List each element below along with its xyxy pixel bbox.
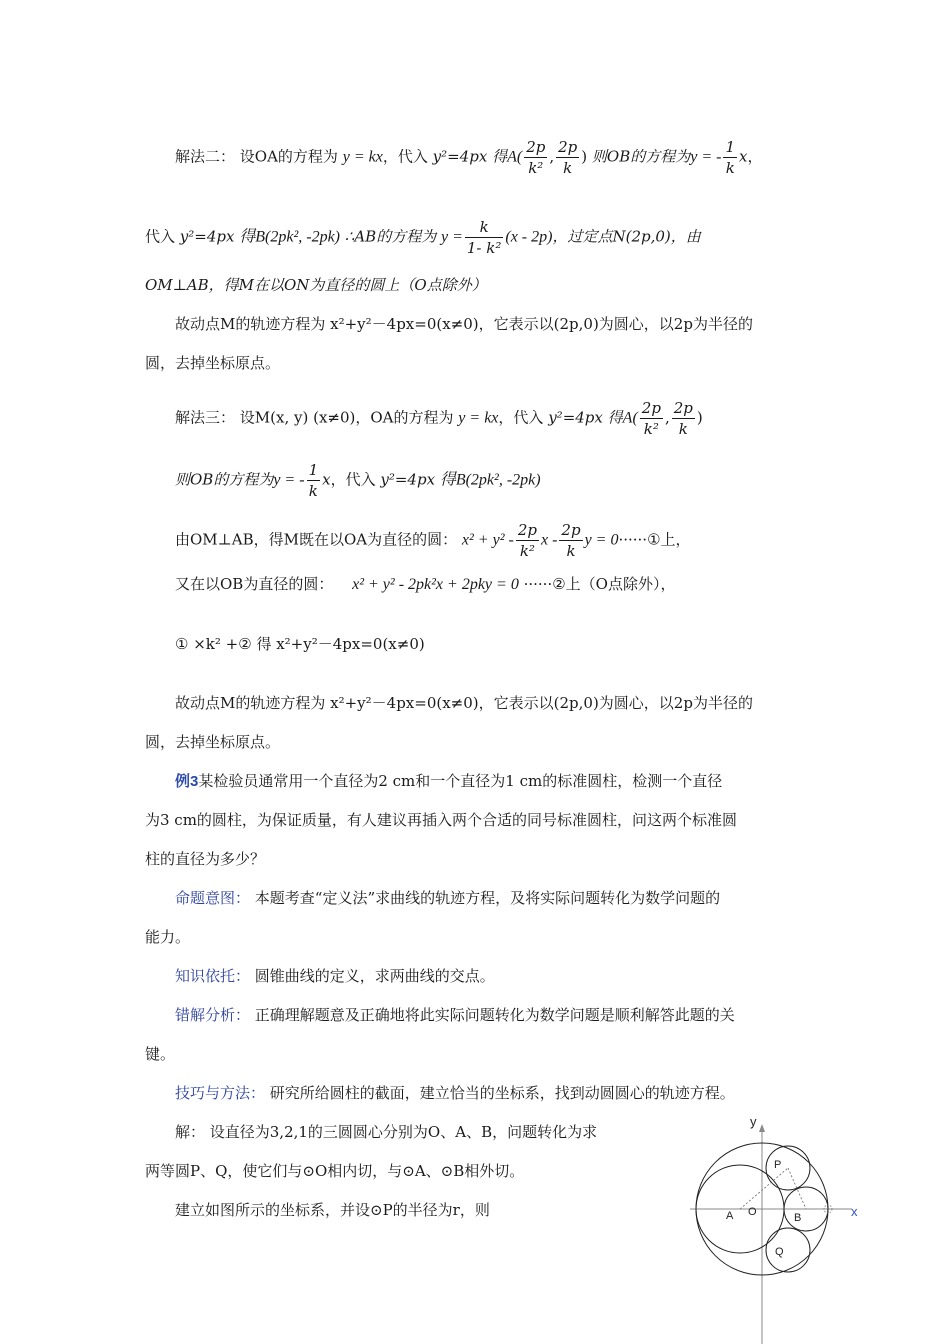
math-eq: x² + y² - 2pk²x + 2pky = 0	[352, 576, 519, 593]
text: 键。	[145, 1045, 176, 1063]
text: 代入	[145, 227, 176, 246]
label-p: P	[774, 1159, 782, 1171]
text: 得	[607, 408, 623, 427]
math-eq: y²=4px	[548, 408, 603, 427]
text: 故动点M的轨迹方程为 x²+y²－4px=0(x≠0)，它表示以(2p,0)为圆心，以2p为半径的	[175, 694, 753, 712]
y-axis-arrow-icon	[759, 1124, 765, 1132]
method2-line1: 解法二： 设OA的方程为 y = kx，代入 y²=4px 得A( $\frac{2p}{\text{k²}}$ , $\frac{2p}{k}$ ) 则OB的方程为y = - $\frac{1}{k}$ x，	[175, 138, 763, 177]
text: ，过定点N(2p,0)，由	[552, 227, 701, 246]
text: ，代入	[498, 408, 544, 427]
example3-line3	[145, 848, 265, 870]
text: ······②上（O点除外），	[523, 575, 676, 593]
text: ① ×k² +② 得 x²+y²－4px=0(x≠0)	[175, 635, 425, 653]
method3-line1: 解法三： 设M(x, y) (x≠0)，OA的方程为 y = kx，代入 y²=4px 得A( $\frac{2p}{\text{k²}}$ , $\frac{2p}{k}$ )	[175, 399, 703, 438]
example3-line1	[175, 770, 722, 793]
method3-line3	[175, 520, 691, 561]
text: 由OM⊥AB，得M既在以OA为直径的圆：	[175, 530, 458, 549]
math-eq: A(	[622, 409, 638, 427]
text: 则OB的方程为	[591, 147, 691, 166]
text: 则OB的方程为	[175, 470, 274, 489]
error-line2	[145, 1043, 175, 1065]
fraction: $\frac{2p}{k}$	[558, 138, 578, 177]
fraction: $\frac{k}{\text{1- k²}}$	[466, 218, 502, 257]
method2-line3	[145, 274, 487, 296]
text: 某检验员通常用一个直径为2 cm和一个直径为1 cm的标准圆柱，检测一个直径	[198, 772, 723, 790]
text: 又在以OB为直径的圆：	[175, 575, 334, 593]
method2-line5	[145, 352, 280, 374]
math-eq: y = -	[690, 148, 722, 166]
text: 本题考查“定义法”求曲线的轨迹方程，及将实际问题转化为数学问题的	[254, 889, 721, 907]
math-eq: y = 0	[584, 531, 619, 549]
math-eq: y²=4px	[432, 147, 488, 166]
text: 圆，去掉坐标原点。	[145, 733, 281, 751]
skill-label: 技巧与方法：	[175, 1084, 266, 1102]
math-eq: 得B(2pk², -2pk)	[439, 471, 541, 489]
skill-line	[175, 1082, 735, 1104]
text: ，代入	[382, 147, 428, 166]
text: 为3 cm的圆柱，为保证质量，有人建议再插入两个合适的同号标准圆柱，问这两个标准圆	[145, 811, 737, 829]
text: 能力。	[145, 928, 191, 946]
math-eq: y²=4px	[179, 227, 235, 246]
method3-line7	[145, 731, 280, 753]
intent-line	[175, 887, 720, 909]
intent-line2	[145, 926, 190, 948]
text: ······①上，	[618, 530, 691, 549]
solution-line3	[175, 1199, 490, 1221]
text: 两等圆P、Q，使它们与⊙O相内切，与⊙A、⊙B相外切。	[145, 1162, 525, 1180]
example3-line2	[145, 809, 737, 831]
text: 柱的直径为多少？	[145, 850, 266, 868]
fraction: $\frac{1}{k}$	[308, 461, 319, 500]
fraction: $\frac{2p}{k}$	[673, 399, 693, 438]
text: 设M(x, y) (x≠0)，OA的方程为	[239, 408, 454, 427]
label-b: B	[794, 1212, 802, 1224]
math-eq: y = -	[273, 471, 305, 489]
text: 建立如图所示的坐标系，并设⊙P的半径为r，则	[175, 1201, 490, 1219]
text: 正确理解题意及正确地将此实际问题转化为数学问题是顺利解答此题的关	[254, 1006, 735, 1024]
label-a: A	[726, 1210, 734, 1222]
text: OM⊥AB，得M在以ON为直径的圆上（O点除外）	[145, 276, 487, 294]
label-q: Q	[775, 1246, 784, 1258]
text: 解： 设直径为3,2,1的三圆圆心分别为O、A、B，问题转化为求	[175, 1123, 598, 1141]
math-eq: y = kx	[458, 409, 499, 427]
knowledge-line	[175, 965, 495, 987]
method2-line2: 代入 y²=4px 得B(2pk², -2pk) ∴AB的方程为 y = $\frac{k}{\text{1- k²}}$ (x - 2p)，过定点N(2p,0)，由	[145, 218, 701, 257]
error-line	[175, 1004, 735, 1026]
label-y: y	[750, 1114, 757, 1129]
fraction: $\frac{2p}{\text{k²}}$	[641, 399, 661, 438]
error-label: 错解分析：	[175, 1006, 251, 1024]
text: 故动点M的轨迹方程为 x²+y²－4px=0(x≠0)，它表示以(2p,0)为圆心，以2p为半径的	[175, 315, 753, 333]
fraction: $\frac{2p}{\text{k²}}$	[517, 521, 537, 560]
text: 圆锥曲线的定义，求两曲线的交点。	[254, 967, 495, 985]
intent-label: 命题意图：	[175, 889, 251, 907]
solution-line2	[145, 1160, 524, 1182]
math-eq: 得B(2pk², -2pk)	[239, 228, 341, 246]
circle-q	[766, 1228, 810, 1272]
method2-line4	[175, 313, 753, 335]
math-eq: x² + y² -	[461, 531, 514, 549]
knowledge-label: 知识依托：	[175, 967, 251, 985]
text: 圆，去掉坐标原点。	[145, 354, 281, 372]
text: ∴AB的方程为	[344, 227, 437, 246]
label-x: x	[851, 1204, 858, 1219]
method3-line4	[175, 573, 675, 596]
math-eq: A(	[507, 148, 523, 166]
method3-line5	[175, 633, 425, 655]
text: 得	[492, 147, 508, 166]
fraction: $\frac{1}{k}$	[725, 138, 736, 177]
math-eq: x -	[540, 531, 558, 549]
method3-line6	[175, 692, 753, 714]
fraction: $\frac{2p}{k}$	[561, 521, 581, 560]
circles-figure	[690, 1112, 890, 1344]
label-o: O	[748, 1206, 757, 1218]
math-eq: y²=4px	[380, 470, 436, 489]
text: 设OA的方程为	[239, 147, 338, 166]
method3-line2: 则OB的方程为y = - $\frac{1}{k}$ x，代入 y²=4px 得B(2pk², -2pk)	[175, 461, 541, 500]
text: ，代入	[330, 470, 376, 489]
example-label: 例3	[175, 773, 199, 790]
math-eq: (x - 2p)	[505, 228, 553, 246]
solution-line1	[175, 1121, 597, 1143]
method3-label: 解法三：	[175, 408, 236, 427]
method2-label: 解法二：	[175, 147, 236, 166]
math-eq: y = kx	[342, 148, 383, 166]
fraction: $\frac{2p}{\text{k²}}$	[526, 138, 546, 177]
text: 研究所给圆柱的截面，建立恰当的坐标系，找到动圆圆心的轨迹方程。	[269, 1084, 735, 1102]
